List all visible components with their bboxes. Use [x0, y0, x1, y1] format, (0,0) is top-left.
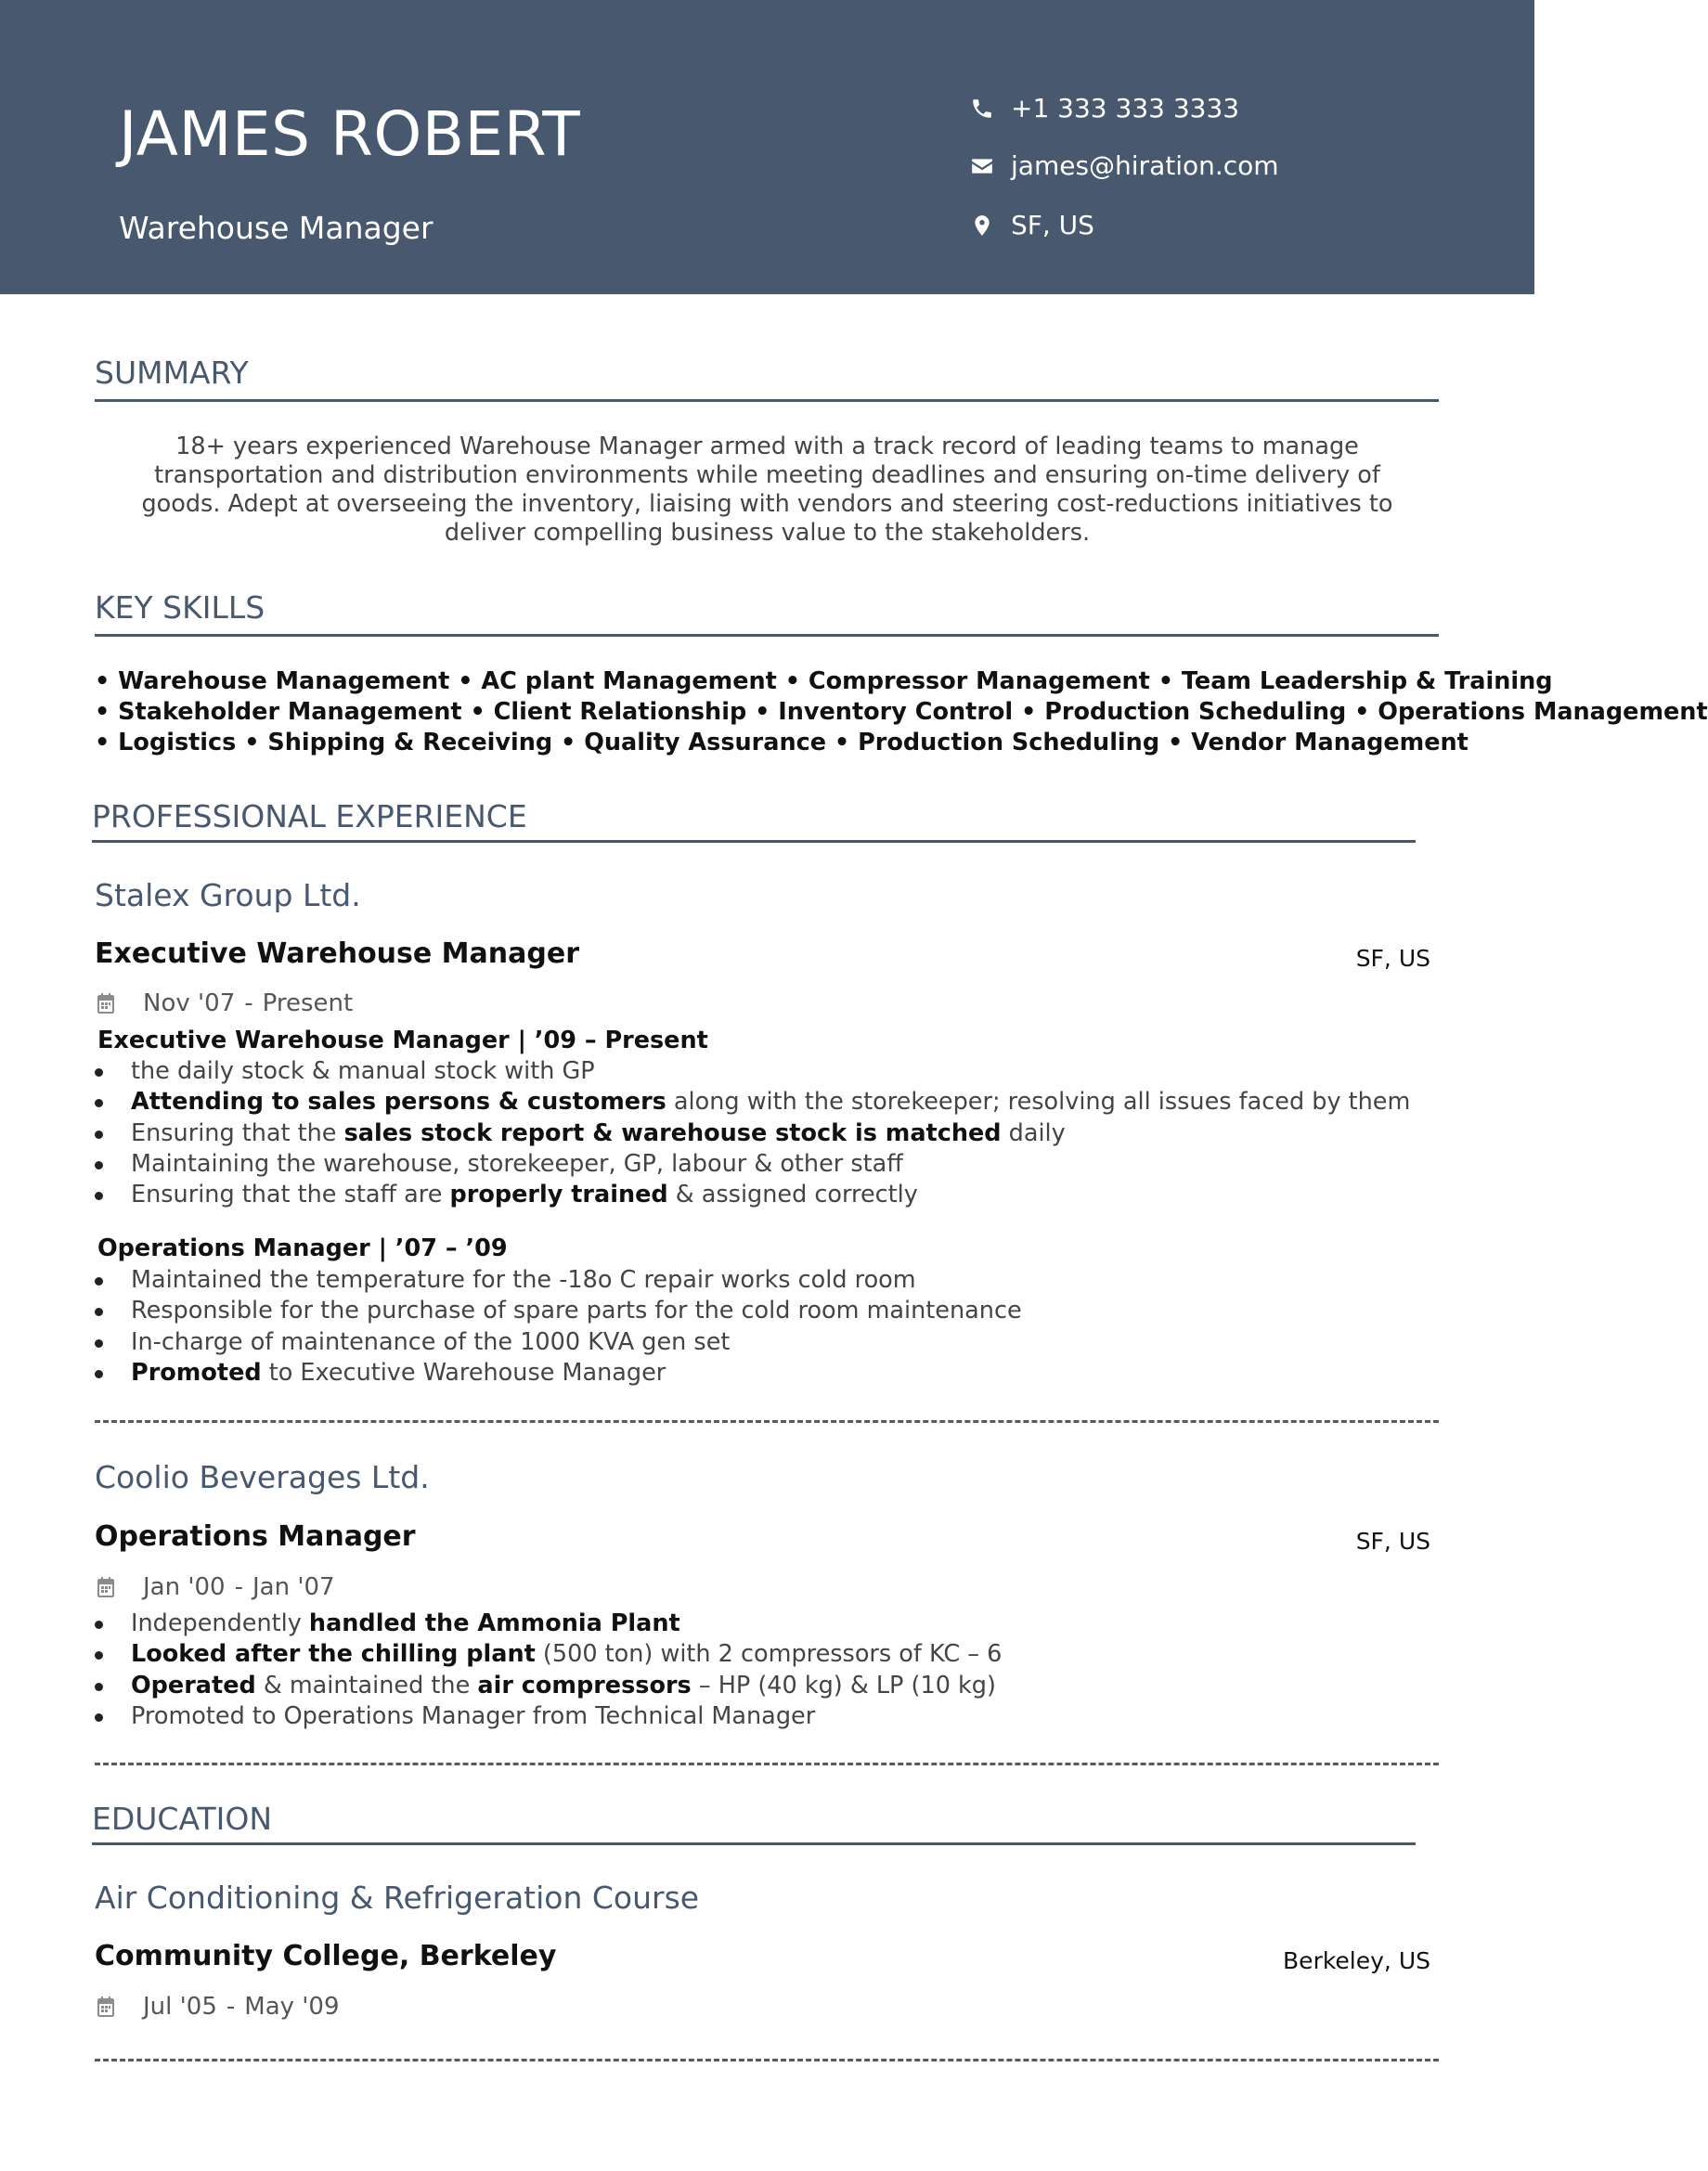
list-item: Independently handled the Ammonia Plant	[95, 1609, 1002, 1639]
resume-header	[0, 0, 1534, 294]
dashed-divider	[95, 2059, 1439, 2061]
bullet-list	[95, 1609, 1002, 1732]
skills-heading: KEY SKILLS	[95, 589, 265, 626]
experience-rule	[92, 840, 1416, 843]
list-item: Promoted to Operations Manager from Technical Manager	[95, 1701, 1002, 1732]
map-pin-icon	[970, 213, 994, 238]
date-separator: -	[234, 1573, 243, 1601]
contact-location	[970, 210, 1094, 240]
summary-rule	[95, 399, 1439, 402]
phone-icon	[970, 97, 994, 121]
calendar-icon	[95, 992, 117, 1014]
skills-list	[95, 666, 1708, 758]
job-location: SF, US	[1355, 1528, 1430, 1555]
candidate-name: JAMES ROBERT	[119, 98, 581, 170]
education-dates	[95, 1993, 340, 2021]
email-text: james@hiration.com	[1011, 150, 1279, 181]
list-item: Ensuring that the staff are properly trained & assigned correctly	[95, 1180, 1410, 1210]
skills-rule	[95, 634, 1439, 637]
calendar-icon	[95, 1576, 117, 1598]
dashed-divider	[95, 1763, 1439, 1765]
envelope-icon	[970, 154, 994, 178]
company-name: Coolio Beverages Ltd.	[95, 1459, 430, 1495]
location-text: SF, US	[1011, 210, 1094, 240]
job-role: Executive Warehouse Manager	[95, 937, 579, 970]
school-name: Community College, Berkeley	[95, 1940, 557, 1972]
list-item: Promoted to Executive Warehouse Manager	[95, 1358, 1022, 1389]
date-end: May '09	[244, 1993, 340, 2021]
skills-line: • Stakeholder Management • Client Relationship • Inventory Control • Production Scheduling • Operations Management	[95, 698, 1708, 726]
date-end: Present	[262, 989, 354, 1017]
school-location: Berkeley, US	[1283, 1947, 1430, 1974]
sub-role-heading: Operations Manager | ’07 – ’09	[97, 1234, 508, 1262]
summary-text: 18+ years experienced Warehouse Manager armed with a track record of leading teams to manage transportation and distribution environments while meeting deadlines and ensuring on-time delivery of goods. Adept at overseeing the inventory, liaising with vendors and steering cost-reductions initiatives to deliver compelling business value to the stakeholders.	[141, 433, 1393, 547]
date-start: Nov '07	[143, 989, 236, 1017]
bullet-list	[95, 1056, 1410, 1210]
education-rule	[92, 1842, 1416, 1845]
list-item: In-charge of maintenance of the 1000 KVA gen set	[95, 1327, 1022, 1358]
candidate-title: Warehouse Manager	[119, 210, 433, 246]
date-separator: -	[226, 1993, 236, 2021]
contact-email	[970, 150, 1279, 181]
phone-text: +1 333 333 3333	[1011, 93, 1240, 123]
list-item: Looked after the chilling plant (500 ton) with 2 compressors of KC – 6	[95, 1639, 1002, 1670]
date-start: Jul '05	[143, 1993, 217, 2021]
list-item: Maintaining the warehouse, storekeeper, GP, labour & other staff	[95, 1149, 1410, 1180]
date-end: Jan '07	[252, 1573, 335, 1601]
calendar-icon	[95, 1996, 117, 2018]
dashed-divider	[95, 1420, 1439, 1423]
bullet-list	[95, 1265, 1022, 1389]
list-item: Attending to sales persons & customers along with the storekeeper; resolving all issues faced by them	[95, 1087, 1410, 1118]
list-item: Operated & maintained the air compressors – HP (40 kg) & LP (10 kg)	[95, 1671, 1002, 1701]
job-location: SF, US	[1355, 945, 1430, 972]
list-item: Ensuring that the sales stock report & warehouse stock is matched daily	[95, 1118, 1410, 1149]
job-dates	[95, 1573, 335, 1601]
contact-phone	[970, 93, 1239, 123]
job-dates	[95, 989, 353, 1017]
list-item: Responsible for the purchase of spare parts for the cold room maintenance	[95, 1296, 1022, 1326]
education-heading: EDUCATION	[92, 1801, 273, 1837]
experience-heading: PROFESSIONAL EXPERIENCE	[92, 798, 527, 834]
skills-line: • Logistics • Shipping & Receiving • Quality Assurance • Production Scheduling • Vendor Management	[95, 729, 1469, 756]
date-start: Jan '00	[143, 1573, 226, 1601]
list-item: Maintained the temperature for the -18o C repair works cold room	[95, 1265, 1022, 1296]
date-separator: -	[244, 989, 253, 1017]
skills-line: • Warehouse Management • AC plant Management • Compressor Management • Team Leadership & Training	[95, 667, 1553, 695]
course-name: Air Conditioning & Refrigeration Course	[95, 1880, 700, 1916]
list-item: the daily stock & manual stock with GP	[95, 1056, 1410, 1087]
sub-role-heading: Executive Warehouse Manager | ’09 – Present	[97, 1027, 708, 1054]
company-name: Stalex Group Ltd.	[95, 877, 361, 913]
job-role: Operations Manager	[95, 1520, 416, 1553]
summary-heading: SUMMARY	[95, 355, 249, 391]
